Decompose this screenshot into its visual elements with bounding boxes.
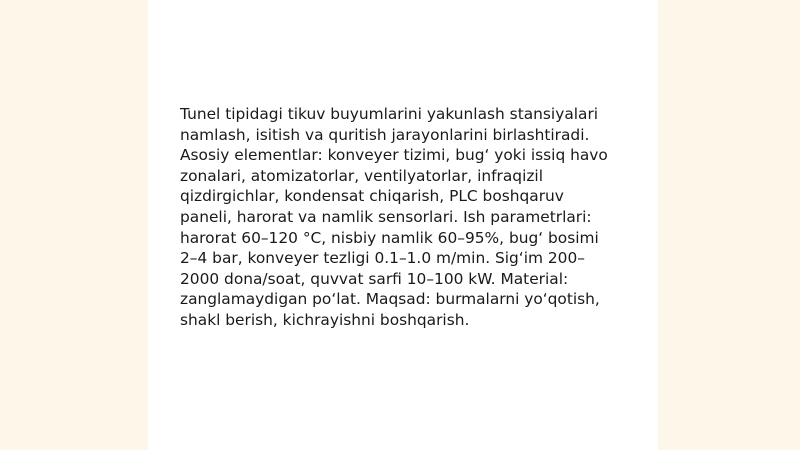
body-paragraph: Tunel tipidagi tikuv buyumlarini yakunlash stansiyalari namlash, isitish va quritish jarayonlarini birlashtiradi. Asosiy elementlar: konveyer tizimi, bug‘ yoki issiq havo zonalari, atomizatorlar, ventilyatorlar, infraqizil qizdirgichlar, kondensat chiqarish, PLC boshqaruv paneli, harorat va namlik sensorlari. Ish parametrlari: harorat 60–120 °C, nisbiy namlik 60–95%, bug‘ bosimi 2–4 bar, konveyer tezligi 0.1–1.0 m/min. Sig‘im 200–2000 dona/soat, quvvat sarfi 10–100 kW. Material: zanglamaydigan po‘lat. Maqsad: burmalarni yo‘qotish, shakl berish, kichrayishni boshqarish. <box>180 105 608 329</box>
document-page <box>148 0 658 450</box>
